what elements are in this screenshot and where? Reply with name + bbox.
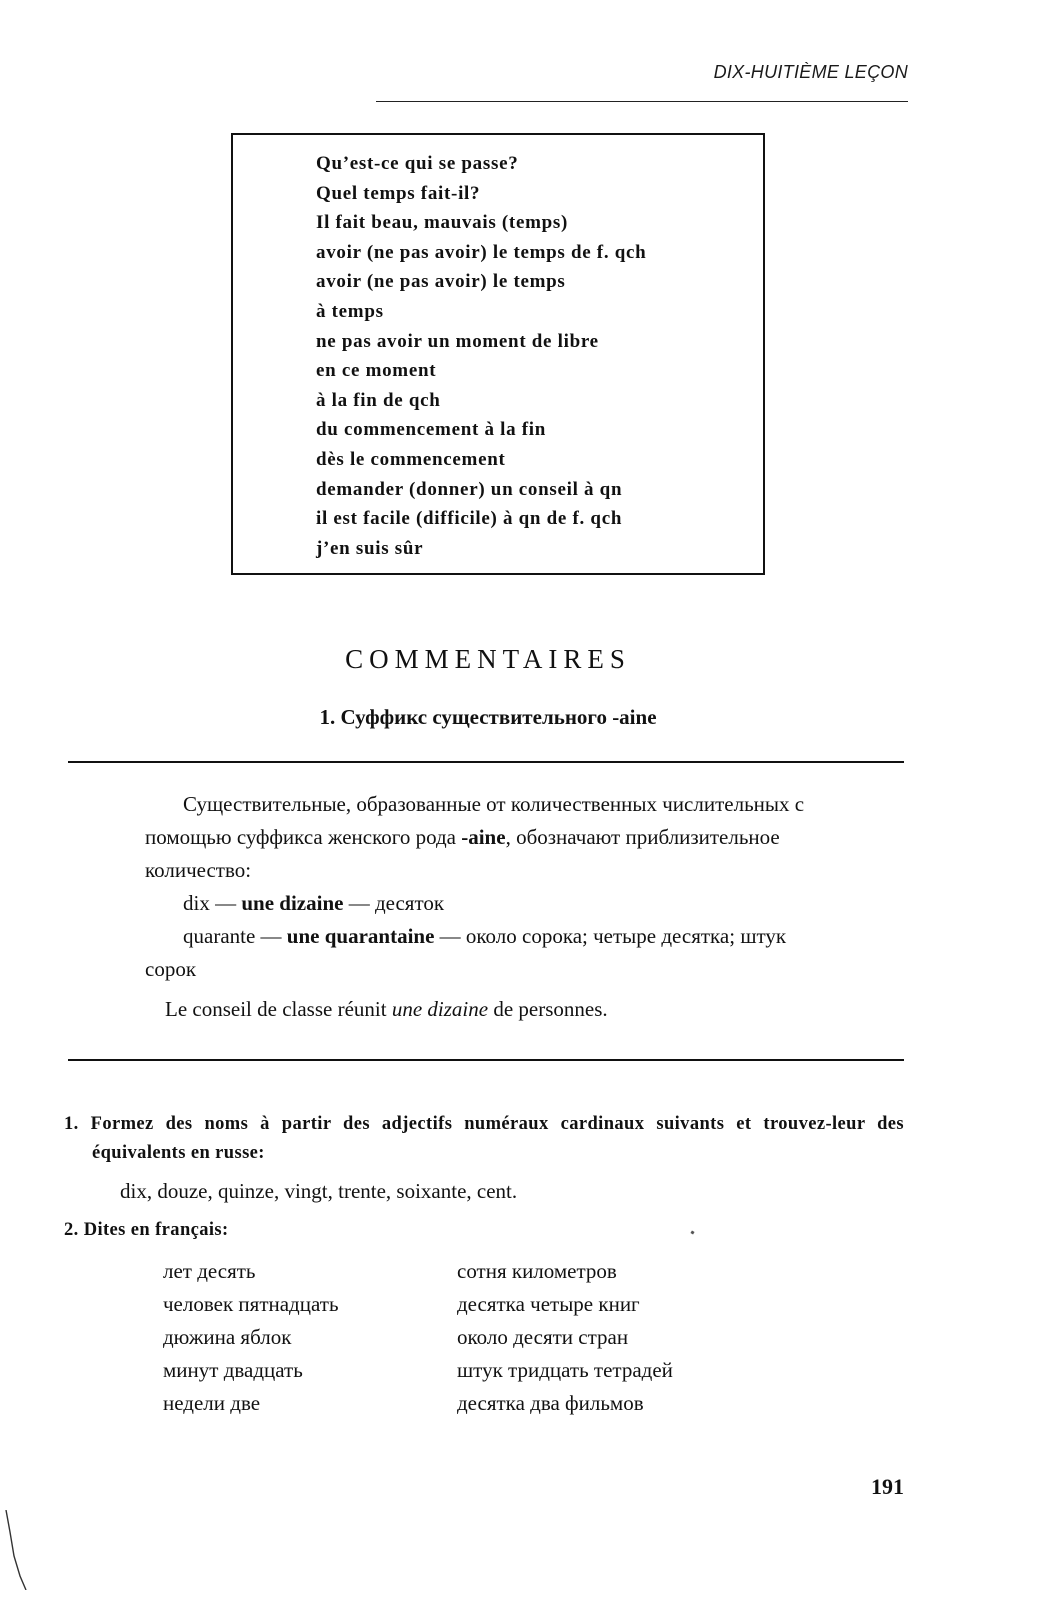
exercise-1-text: dix, douze, quinze, vingt, trente, soixante, cent. <box>120 1179 518 1203</box>
sample-text-end: de personnes. <box>488 997 608 1021</box>
exercise-2-grid <box>163 1257 863 1418</box>
phrase-item: à temps <box>316 300 384 322</box>
example-numeral: dix <box>183 891 210 915</box>
phrase-item: Quel temps fait-il? <box>316 182 481 204</box>
exercise-1-instruction: 1. Formez des noms à partir des adjectifs numéraux cardinaux suivants et trouvez-leur des équivalents en russe: <box>64 1114 904 1163</box>
phrase-item: avoir (ne pas avoir) le temps <box>316 271 566 293</box>
phrase-item: dès le commencement <box>316 448 506 470</box>
phrase-item: en ce moment <box>316 360 437 382</box>
commentary-intro <box>145 788 835 887</box>
phrase-item: Il fait beau, mauvais (temps) <box>316 212 568 234</box>
commentary-bottom-rule <box>68 1059 904 1061</box>
phrase-list <box>316 149 646 563</box>
exercise-2-instruction: 2. Dites en français: <box>64 1220 229 1240</box>
header-rule <box>376 101 908 102</box>
phrase-right: штук тридцать тетрадей <box>457 1358 673 1382</box>
suffix-term: -aine <box>461 825 506 849</box>
example-line <box>145 920 835 986</box>
intro-text-end: , обозначают приблизительное количество: <box>145 825 780 882</box>
phrase-item: il est facile (difficile) à qn de f. qch <box>316 508 623 530</box>
example-noun: une quarantaine <box>286 924 435 948</box>
commentary-top-rule <box>68 761 904 763</box>
phrase-left: минут двадцать <box>163 1358 303 1382</box>
sample-sentence <box>145 993 835 1026</box>
dash: — <box>255 924 287 948</box>
example-translation: десяток <box>374 891 445 915</box>
phrase-left: человек пятнадцать <box>163 1292 339 1316</box>
phrase-left: дюжина яблок <box>163 1325 292 1349</box>
sample-italic: une dizaine <box>391 997 489 1021</box>
phrase-item: du commencement à la fin <box>316 419 546 441</box>
running-head: DIX-HUITIÈME LEÇON <box>713 62 908 82</box>
phrase-item: Qu’est-ce qui se passe? <box>316 153 519 174</box>
section-title: COMMENTAIRES <box>345 644 631 674</box>
page-number: 191 <box>871 1474 904 1499</box>
intro-text: Существительные, образованные от количественных числительных с помощью суффикса женского рода <box>145 792 805 849</box>
phrase-right: около десяти стран <box>457 1325 629 1349</box>
phrase-item: demander (donner) un conseil à qn <box>316 478 623 500</box>
phrase-right: десятка четыре книг <box>457 1292 640 1316</box>
phrase-right: сотня километров <box>457 1259 617 1283</box>
scan-edge-mark <box>4 1510 34 1590</box>
phrase-item: à la fin de qch <box>316 389 441 411</box>
sample-text: Le conseil de classe réunit <box>165 997 392 1021</box>
example-noun: une dizaine <box>241 891 344 915</box>
example-line <box>145 887 835 920</box>
exercises-block <box>64 1110 904 1245</box>
phrase-left: недели две <box>163 1391 261 1415</box>
phrase-item: j’en suis sûr <box>316 537 424 559</box>
commentary-block <box>145 788 835 1026</box>
phrase-item: avoir (ne pas avoir) le temps de f. qch <box>316 241 647 263</box>
phrase-box <box>231 133 765 575</box>
phrase-item: ne pas avoir un moment de libre <box>316 330 599 352</box>
phrase-left: лет десять <box>163 1259 256 1283</box>
phrase-right: десятка два фильмов <box>457 1391 644 1415</box>
dash: — <box>434 924 466 948</box>
example-translation: около сорока; четыре десятка; штук сорок <box>145 924 787 981</box>
dash: — <box>209 891 242 915</box>
subsection-title: 1. Суффикс существительного -aine <box>319 705 657 729</box>
dash: — <box>343 891 375 915</box>
example-numeral: quarante <box>183 924 256 948</box>
